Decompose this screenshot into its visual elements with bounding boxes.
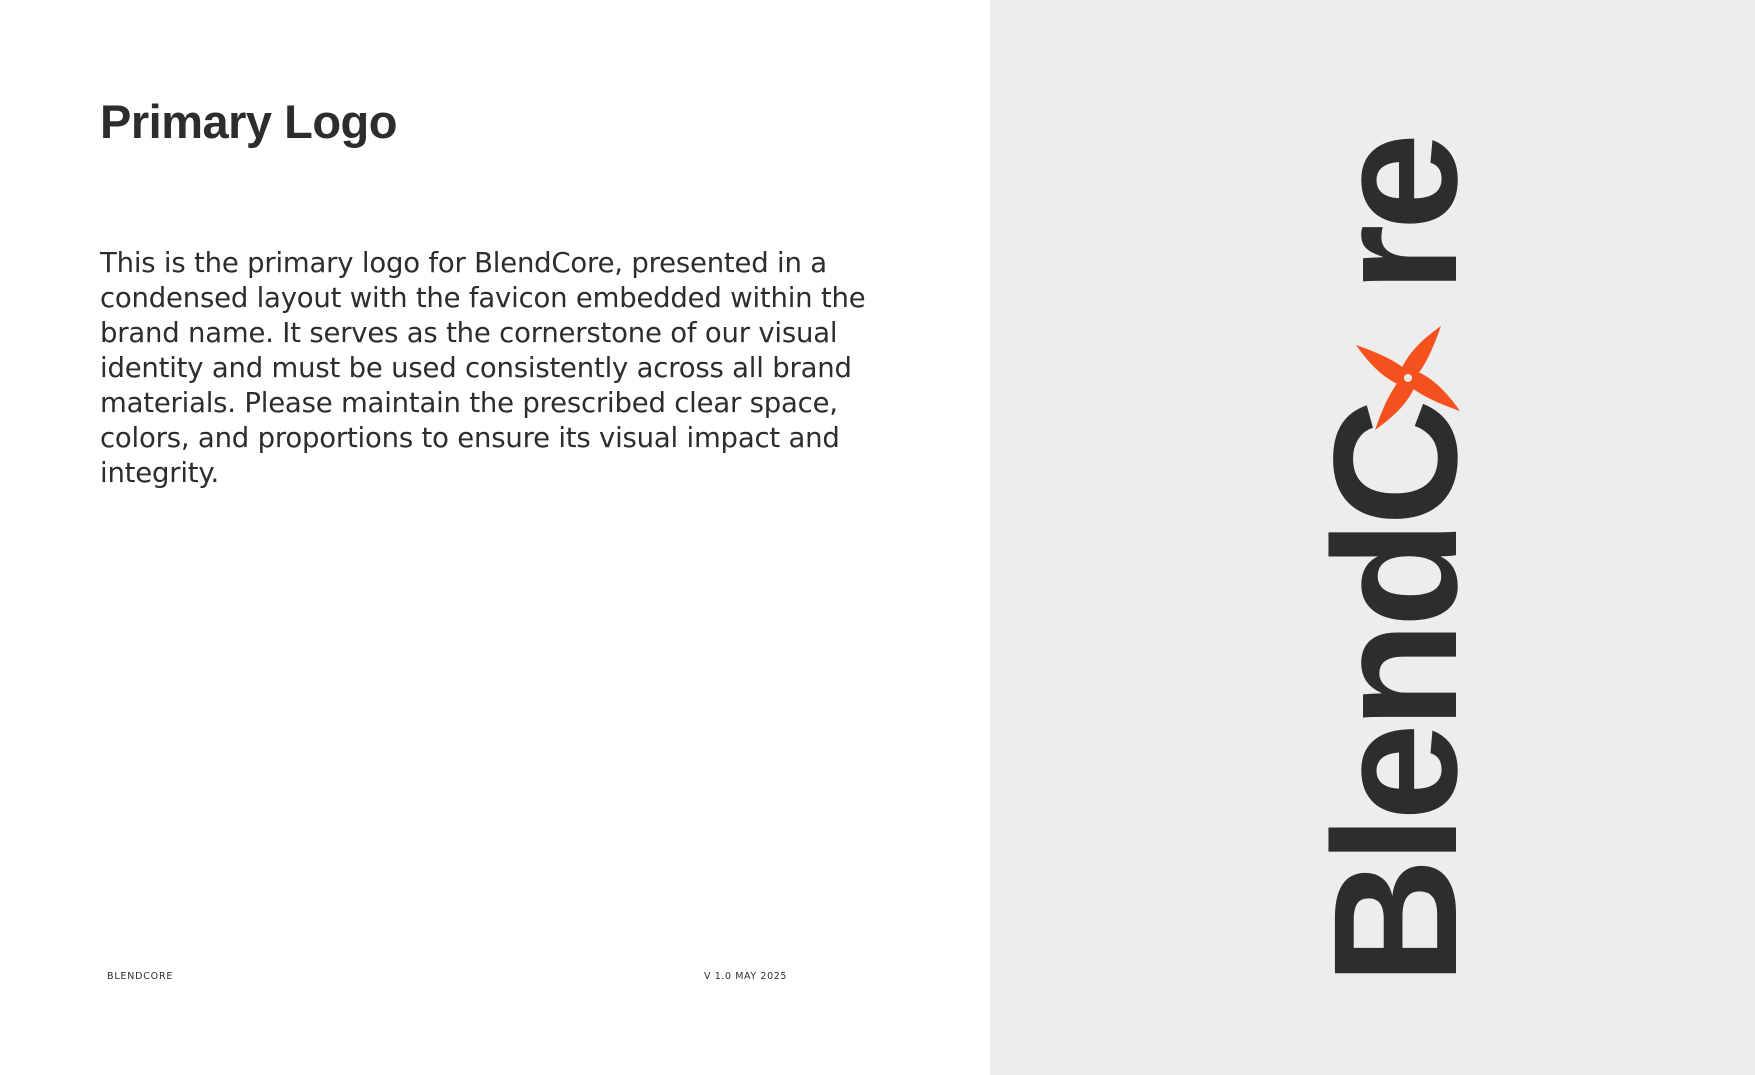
primary-logo: [990, 0, 1755, 1075]
footer-version: V 1.0 MAY 2025: [704, 971, 788, 982]
svg-text:BlendCre: [1298, 139, 1494, 985]
logo-description: This is the primary logo for BlendCore, presented in a condensed layout with the favicon embedded within the brand name. It serves as the cornerstone of our visual identity and must be used consistently across all brand materials. Please maintain the prescribed clear space, colors, and proportions to ensure its visual impact and integrity.: [100, 247, 866, 489]
wordmark-blendc: BlendC: [1298, 405, 1494, 985]
page-title: Primary Logo: [100, 95, 397, 148]
wordmark-re: re: [1298, 138, 1494, 293]
wordmark: [1298, 139, 1494, 985]
logo-display-panel: [990, 0, 1755, 1075]
footer-brand-name: BLENDCORE: [107, 971, 174, 982]
